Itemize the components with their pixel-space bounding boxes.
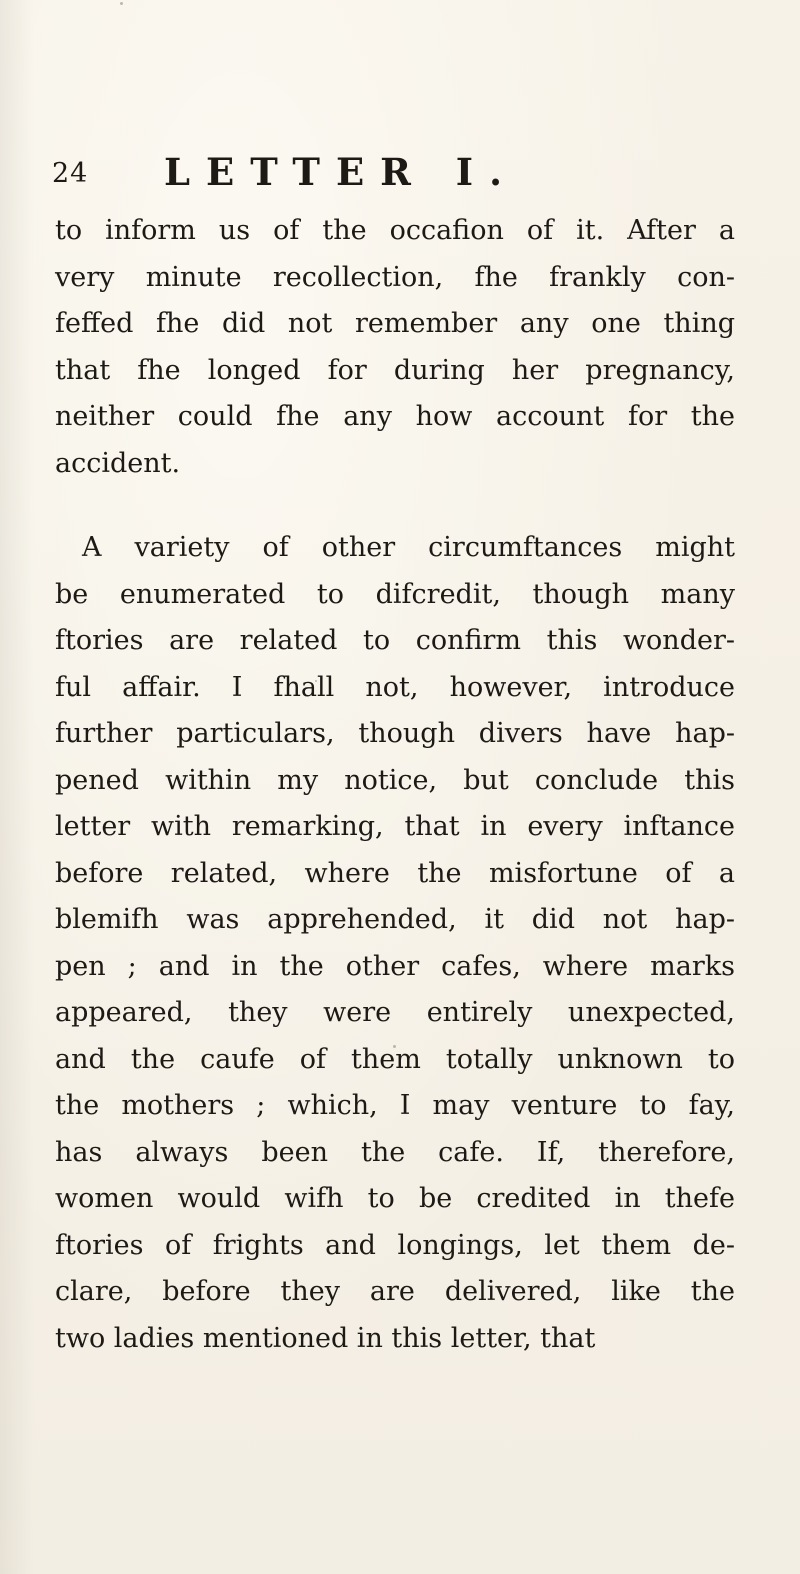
text-line: A variety of other circumftances might [82,532,735,563]
text-line: ftories of frights and longings, let them de- [55,1229,735,1261]
page-header [52,150,752,200]
text-line: that fhe longed for during her pregnancy, [55,354,735,386]
text-line: ful affair. I fhall not, however, introduce [55,671,735,703]
text-line: blemifh was apprehended, it did not hap- [55,904,735,935]
text-line: to inform us of the occafion of it. After a [55,215,735,246]
body-text [55,208,735,1362]
text-line: neither could fhe any how account for the [55,401,735,432]
paragraph-gap [55,487,735,525]
text-line: before related, where the misfortune of a [55,857,735,889]
text-line: ftories are related to confirm this wonder- [55,625,735,656]
page-number: 24 [52,158,89,189]
text-line: appeared, they were entirely unexpected, [55,997,735,1028]
text-line: has always been the cafe. If, therefore, [55,1136,735,1168]
text-line: pened within my notice, but conclude this [55,764,735,796]
text-line: be enumerated to difcredit, though many [55,578,735,610]
text-line: pen ; and in the other cafes, where marks [55,950,735,982]
running-title: LETTER I. [164,150,518,194]
text-line: further particulars, though divers have hap- [55,718,735,749]
text-line: feffed fhe did not remember any one thing [55,308,735,339]
text-line: the mothers ; which, I may venture to fay, [55,1090,735,1121]
text-line: letter with remarking, that in every inftance [55,811,735,842]
text-line: accident. [55,447,181,479]
text-line: very minute recollection, fhe frankly con- [55,261,735,293]
text-line: two ladies mentioned in this letter, that [55,1322,596,1354]
paragraph [55,208,735,487]
binding-shadow [0,0,34,1574]
paragraph [55,525,735,1362]
text-line: clare, before they are delivered, like the [55,1276,735,1307]
paper-speck [120,2,123,5]
text-line: and the caufe of them totally unknown to [55,1043,735,1075]
text-line: women would wifh to be credited in thefe [55,1183,735,1214]
